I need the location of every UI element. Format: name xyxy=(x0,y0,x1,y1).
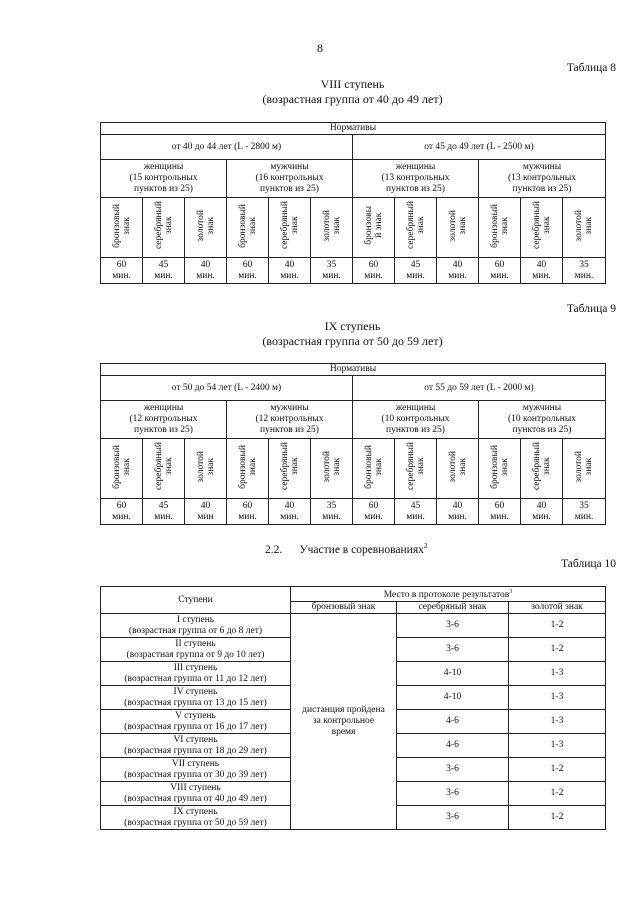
table-row xyxy=(101,614,606,638)
section-number: 2.2. xyxy=(265,543,283,556)
section-title: Участие в соревнованиях xyxy=(299,543,424,556)
time-value: 40 мин. xyxy=(521,499,563,525)
gender-header: мужчины (13 контрольных пунктов из 25) xyxy=(479,160,606,198)
time-value: 40 мин. xyxy=(521,258,563,284)
time-value: 40 мин. xyxy=(269,258,311,284)
time-value: 45 мин. xyxy=(143,258,185,284)
time-value: 60 мин. xyxy=(479,258,521,284)
value-row xyxy=(101,258,606,284)
badge-header: бронзовый знак xyxy=(227,198,269,258)
gold-cell: 1-3 xyxy=(509,662,606,686)
table9-label: Таблица 9 xyxy=(566,303,616,315)
badge-header: бронзовый знак xyxy=(227,439,269,499)
gold-cell: 1-2 xyxy=(509,806,606,830)
time-value: 40 мин xyxy=(185,499,227,525)
table9-subtitle: (возрастная группа от 50 до 59 лет) xyxy=(262,334,443,348)
silver-cell: 4-10 xyxy=(397,662,509,686)
table9-title xyxy=(100,319,605,349)
silver-header: серебряный знак xyxy=(397,602,509,614)
gold-cell: 1-3 xyxy=(509,710,606,734)
badge-header: золотой знак xyxy=(311,439,353,499)
badge-header: бронзовый знак xyxy=(479,439,521,499)
silver-cell: 4-6 xyxy=(397,710,509,734)
badge-header: бронзовый знак xyxy=(101,198,143,258)
time-value: 60 мин. xyxy=(479,499,521,525)
badge-row xyxy=(101,198,606,258)
badge-header: серебряный знак xyxy=(521,439,563,499)
table8 xyxy=(100,122,606,284)
time-value: 40 мин. xyxy=(185,258,227,284)
badge-header: золотой знак xyxy=(563,439,606,499)
badge-header: бронзовый знак xyxy=(479,198,521,258)
time-value: 35 мин. xyxy=(311,499,353,525)
gender-header: женщины (10 контрольных пунктов из 25) xyxy=(353,401,479,439)
levels-header: Ступени xyxy=(101,587,291,614)
table9 xyxy=(100,363,606,525)
level-cell: V ступень (возрастная группа от 16 до 17 лет) xyxy=(101,710,291,734)
time-value: 40 мин. xyxy=(269,499,311,525)
badge-header: серебряный знак xyxy=(269,198,311,258)
page-number: 8 xyxy=(317,41,323,55)
badge-header: бронзовый знак xyxy=(353,439,395,499)
table8-label: Таблица 8 xyxy=(566,62,616,74)
value-row xyxy=(101,499,606,525)
time-value: 45 мин. xyxy=(395,499,437,525)
level-cell: VI ступень (возрастная группа от 18 до 29 лет) xyxy=(101,734,291,758)
time-value: 35 мин. xyxy=(563,499,606,525)
place-header: Место в протоколе результатов$^3$ xyxy=(291,587,606,602)
bronze-header: бронзовый знак xyxy=(291,602,397,614)
gender-header: женщины (13 контрольных пунктов из 25) xyxy=(353,160,479,198)
gender-header: женщины (12 контрольных пунктов из 25) xyxy=(101,401,227,439)
badge-header: золотой знак xyxy=(437,439,479,499)
gold-cell: 1-2 xyxy=(509,638,606,662)
gender-header: женщины (15 контрольных пунктов из 25) xyxy=(101,160,227,198)
silver-cell: 3-6 xyxy=(397,758,509,782)
badge-header: серебряный знак xyxy=(269,439,311,499)
gender-row xyxy=(101,401,606,439)
gold-cell: 1-2 xyxy=(509,782,606,806)
badge-header: серебряный знак xyxy=(395,439,437,499)
table8-title xyxy=(100,77,605,107)
age-group-header: от 55 до 59 лет (L - 2000 м) xyxy=(353,376,606,401)
time-value: 40 мин. xyxy=(437,258,479,284)
silver-cell: 3-6 xyxy=(397,806,509,830)
badge-header: золотой знак xyxy=(185,198,227,258)
age-group-header: от 45 до 49 лет (L - 2500 м) xyxy=(353,135,606,160)
badge-header: золотой знак xyxy=(563,198,606,258)
badge-header: бронзовый знак xyxy=(101,439,143,499)
silver-cell: 4-10 xyxy=(397,686,509,710)
time-value: 35 мин. xyxy=(311,258,353,284)
level-cell: IV ступень (возрастная группа от 13 до 15 лет) xyxy=(101,686,291,710)
level-cell: VII ступень (возрастная группа от 30 до 39 лет) xyxy=(101,758,291,782)
time-value: 60 мин. xyxy=(353,258,395,284)
table8-subtitle: (возрастная группа от 40 до 49 лет) xyxy=(262,92,443,106)
time-value: 35 мин. xyxy=(563,258,606,284)
time-value: 40 мин. xyxy=(437,499,479,525)
time-value: 60 мин. xyxy=(101,499,143,525)
norms-header: Нормативы xyxy=(101,364,606,376)
gender-row xyxy=(101,160,606,198)
silver-cell: 4-6 xyxy=(397,734,509,758)
gold-header: золотой знак xyxy=(509,602,606,614)
time-value: 60 мин. xyxy=(101,258,143,284)
silver-cell: 3-6 xyxy=(397,782,509,806)
age-group-header: от 50 до 54 лет (L - 2400 м) xyxy=(101,376,353,401)
level-cell: II ступень (возрастная группа от 9 до 10 лет) xyxy=(101,638,291,662)
age-group-header: от 40 до 44 лет (L - 2800 м) xyxy=(101,135,353,160)
bronze-cell: дистанция пройдена за контрольное время xyxy=(291,614,397,830)
gold-cell: 1-3 xyxy=(509,734,606,758)
section-footnote: 2 xyxy=(423,542,428,550)
level-cell: VIII ступень (возрастная группа от 40 до 49 лет) xyxy=(101,782,291,806)
time-value: 45 мин. xyxy=(143,499,185,525)
table8-title-line: VIII ступень xyxy=(320,77,385,91)
gender-header: мужчины (12 контрольных пунктов из 25) xyxy=(227,401,353,439)
table10-label: Таблица 10 xyxy=(561,558,616,570)
badge-header: серебряный знак xyxy=(395,198,437,258)
badge-header: серебряный знак xyxy=(143,439,185,499)
silver-cell: 3-6 xyxy=(397,638,509,662)
badge-header: золотой знак xyxy=(437,198,479,258)
badge-header: золотой знак xyxy=(185,439,227,499)
gold-cell: 1-3 xyxy=(509,686,606,710)
level-cell: III ступень (возрастная группа от 11 до 12 лет) xyxy=(101,662,291,686)
time-value: 45 мин. xyxy=(395,258,437,284)
section-heading xyxy=(265,542,427,556)
badge-header: серебряный знак xyxy=(143,198,185,258)
gold-cell: 1-2 xyxy=(509,614,606,638)
table9-title-line: IX ступень xyxy=(324,319,381,333)
badge-header: бронзовы й знак xyxy=(353,198,395,258)
level-cell: IX ступень (возрастная группа от 50 до 59 лет) xyxy=(101,806,291,830)
time-value: 60 мин. xyxy=(227,499,269,525)
badge-row xyxy=(101,439,606,499)
norms-header: Нормативы xyxy=(101,123,606,135)
gender-header: мужчины (16 контрольных пунктов из 25) xyxy=(227,160,353,198)
silver-cell: 3-6 xyxy=(397,614,509,638)
gold-cell: 1-2 xyxy=(509,758,606,782)
time-value: 60 мин. xyxy=(353,499,395,525)
level-cell: I ступень (возрастная группа от 6 до 8 лет) xyxy=(101,614,291,638)
time-value: 60 мин. xyxy=(227,258,269,284)
gender-header: мужчины (10 контрольных пунктов из 25) xyxy=(479,401,606,439)
badge-header: золотой знак xyxy=(311,198,353,258)
table10 xyxy=(100,586,606,830)
badge-header: серебряный знак xyxy=(521,198,563,258)
